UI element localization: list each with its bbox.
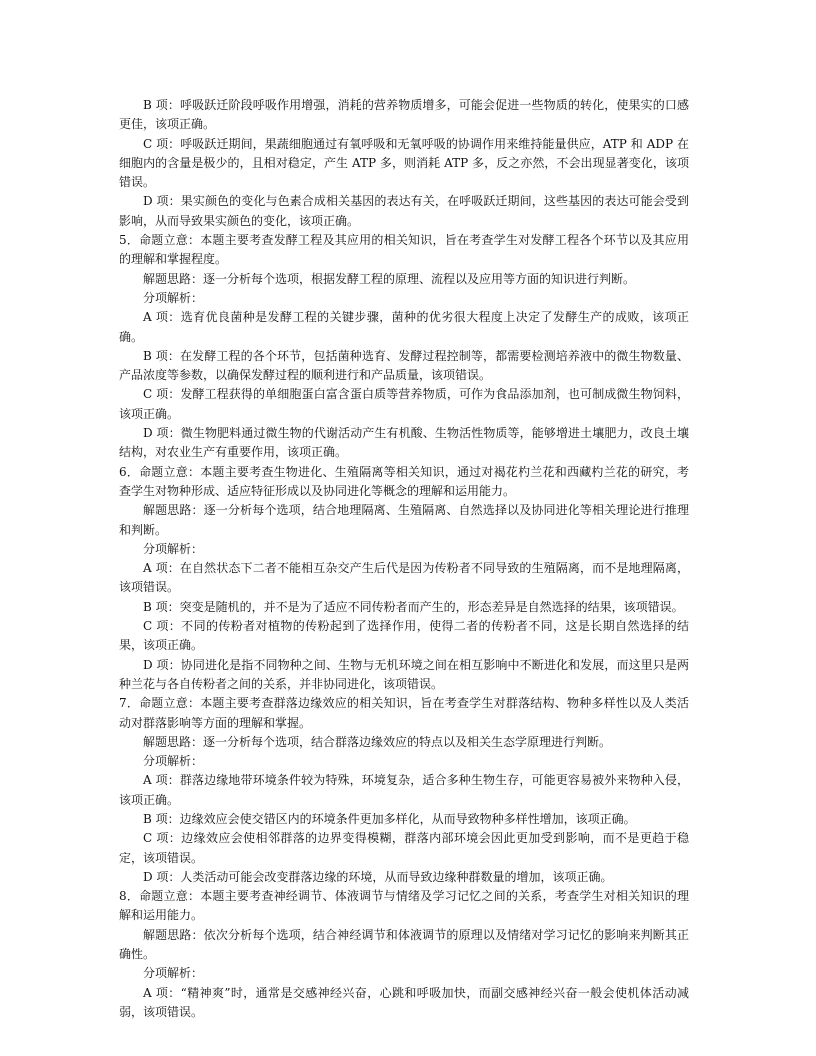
paragraph: B 项：边缘效应会使交错区内的环境条件更加多样化，从而导致物种多样性增加，该项正确。 <box>143 811 636 826</box>
paragraph: 解题思路：逐一分析每个选项，根据发酵工程的原理、流程以及应用等方面的知识进行判断。 <box>143 271 636 286</box>
paragraph: B 项：呼吸跃迁阶段呼吸作用增强，消耗的营养物质增多，可能会促进一些物质的转化，使果实的口感更佳，该项正确。 <box>119 98 689 132</box>
document-page <box>119 96 689 1022</box>
question-heading: 8．命题立意：本题主要考查神经调节、体液调节与情绪及学习记忆之间的关系，考查学生对相关知识的理解和运用能力。 <box>119 889 689 923</box>
paragraph: D 项：果实颜色的变化与色素合成相关基因的表达有关，在呼吸跃迁期间，这些基因的表达可能会受到影响，从而导致果实颜色的变化，该项正确。 <box>119 194 689 228</box>
paragraph: 解题思路：逐一分析每个选项，结合地理隔离、生殖隔离、自然选择以及协同进化等相关理论进行推理和判断。 <box>119 503 689 537</box>
paragraph: C 项：发酵工程获得的单细胞蛋白富含蛋白质等营养物质，可作为食品添加剂，也可制成微生物饲料，该项正确。 <box>119 387 689 421</box>
question-heading: 5．命题立意：本题主要考查发酵工程及其应用的相关知识，旨在考查学生对发酵工程各个环节以及其应用的理解和掌握程度。 <box>119 233 689 267</box>
paragraph: B 项：突变是随机的，并不是为了适应不同传粉者而产生的，形态差异是自然选择的结果，该项错误。 <box>143 599 684 614</box>
paragraph: 分项解析： <box>143 754 204 769</box>
question-heading: 7．命题立意：本题主要考查群落边缘效应的相关知识，旨在考查学生对群落结构、物种多样性以及人类活动对群落影响等方面的理解和掌握。 <box>119 696 689 730</box>
question-heading: 6．命题立意：本题主要考查生物进化、生殖隔离等相关知识，通过对褐花杓兰花和西藏杓兰花的研究，考查学生对物种形成、适应特征形成以及协同进化等概念的理解和运用能力。 <box>119 464 689 498</box>
paragraph: A 项：“精神爽”时，通常是交感神经兴奋，心跳和呼吸加快，而副交感神经兴奋一般会使机体活动减弱，该项错误。 <box>119 985 689 1019</box>
paragraph: 分项解析： <box>143 290 204 305</box>
paragraph: 分项解析： <box>143 966 204 981</box>
paragraph: C 项：不同的传粉者对植物的传粉起到了选择作用，使得二者的传粉者不同，这是长期自然选择的结果，该项正确。 <box>119 619 689 653</box>
paragraph: D 项：人类活动可能会改变群落边缘的环境，从而导致边缘种群数量的增加，该项正确。 <box>143 869 613 884</box>
paragraph: D 项：协同进化是指不同物种之间、生物与无机环境之间在相互影响中不断进化和发展，而这里只是两种兰花与各自传粉者之间的关系，并非协同进化，该项错误。 <box>119 657 689 691</box>
paragraph: 解题思路：逐一分析每个选项，结合群落边缘效应的特点以及相关生态学原理进行判断。 <box>143 734 612 749</box>
paragraph: D 项：微生物肥料通过微生物的代谢活动产生有机酸、生物活性物质等，能够增进土壤肥力，改良土壤结构，对农业生产有重要作用，该项正确。 <box>119 426 689 460</box>
paragraph: 解题思路：依次分析每个选项，结合神经调节和体液调节的原理以及情绪对学习记忆的影响来判断其正确性。 <box>119 927 689 962</box>
paragraph: C 项：边缘效应会使相邻群落的边界变得模糊，群落内部环境会因此更加受到影响，而不是更趋于稳定，该项错误。 <box>119 831 689 865</box>
paragraph: 分项解析： <box>143 541 204 556</box>
paragraph: C 项：呼吸跃迁期间，果蔬细胞通过有氧呼吸和无氧呼吸的协调作用来维持能量供应，ATP 和 ADP 在细胞内的含量是极少的，且相对稳定，产生 ATP 多，则消耗 ATP 多，反之亦然，不会出现显著变化，该项错误。 <box>119 136 689 190</box>
paragraph: A 项：在自然状态下二者不能相互杂交产生后代是因为传粉者不同导致的生殖隔离，而不是地理隔离，该项错误。 <box>119 561 689 595</box>
paragraph: A 项：群落边缘地带环境条件较为特殊，环境复杂，适合多种生物生存，可能更容易被外来物种入侵，该项正确。 <box>119 773 689 807</box>
paragraph: A 项：选育优良菌种是发酵工程的关键步骤，菌种的优劣很大程度上决定了发酵生产的成败，该项正确。 <box>119 310 690 344</box>
paragraph: B 项：在发酵工程的各个环节，包括菌种选育、发酵过程控制等，都需要检测培养液中的微生物数量、产品浓度等参数，以确保发酵过程的顺利进行和产品质量，该项错误。 <box>119 348 689 383</box>
